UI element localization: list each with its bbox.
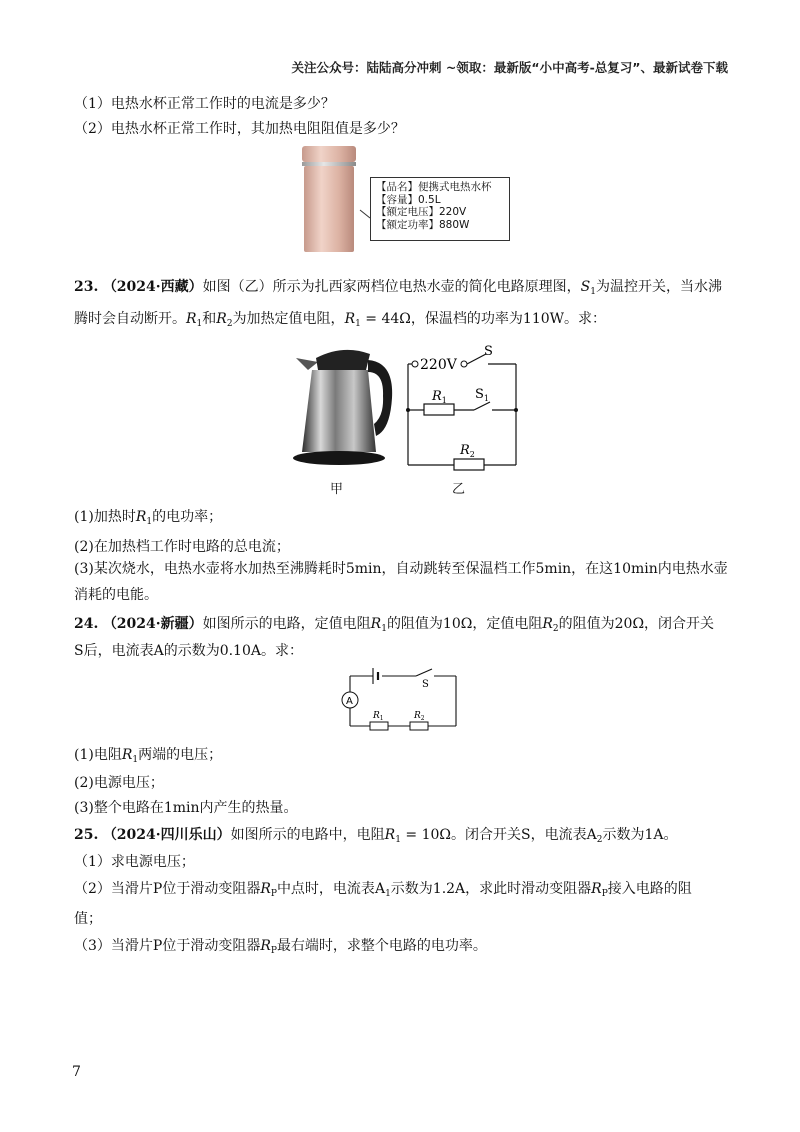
- sub-1: 1: [381, 624, 387, 634]
- q25-text: 中点时，电流表: [276, 881, 375, 897]
- q25-line1: [74, 825, 677, 850]
- q24-number: 24.: [74, 616, 99, 632]
- symbol-r2: R: [216, 311, 227, 327]
- symbol-r1: R: [344, 311, 356, 327]
- sub-2: 2: [596, 835, 603, 845]
- product-spec-box: [370, 177, 510, 241]
- page-number: 7: [72, 1064, 81, 1080]
- q23-sub1: [74, 507, 222, 532]
- symbol-rp: R: [260, 881, 271, 897]
- q24-line1: [74, 614, 714, 639]
- symbol-s1: S: [580, 279, 591, 295]
- sub-p: P: [270, 889, 277, 899]
- q23-text: 为加热定值电阻，: [232, 311, 345, 327]
- sub-2: 2: [552, 624, 559, 634]
- sub-1: 1: [385, 889, 391, 899]
- r1-value: = 44Ω: [360, 311, 411, 327]
- q23-text: 的电功率；: [152, 509, 223, 525]
- q24-text: 两端的电压；: [138, 747, 223, 763]
- q25-text: 示数为1A。: [602, 827, 678, 843]
- q23-text: ，保温档的功率为110W。求：: [410, 311, 607, 327]
- q25-text: 如图所示的电路中，电阻: [230, 827, 385, 843]
- sub-2: 2: [226, 319, 233, 329]
- sub-1: 1: [355, 319, 361, 329]
- switch-s-label: S: [484, 344, 493, 359]
- q23-sub2: (2)在加热档工作时电路的总电流；: [74, 539, 290, 555]
- q25-text: 最右端时，求整个电路的电功率。: [276, 938, 487, 954]
- spec-voltage: 【额定电压】220V: [376, 206, 467, 218]
- q24-text: 如图所示的电路，定值电阻: [202, 616, 371, 632]
- q24-text: (1)电阻: [74, 747, 122, 763]
- q24-sub3: (3)整个电路在1min内产生的热量。: [74, 800, 298, 816]
- q25-text: 示数为1.2A，求此时滑动变阻器: [390, 881, 592, 897]
- symbol-r1: R: [370, 616, 382, 632]
- q25-sub1: （1）求电源电压；: [74, 854, 195, 870]
- q25-source: （2024·四川乐山）: [102, 827, 231, 843]
- q23-line1: [74, 277, 722, 302]
- symbol-r1: R: [186, 311, 197, 327]
- switch-s1-label: $S_1$: [475, 387, 489, 403]
- q25-text: （3）当滑片P位于滑动变阻器: [74, 938, 261, 954]
- page-header: 关注公众号：陆陆高分冲刺 ~领取：最新版“小中高考-总复习”、最新试卷下载: [291, 60, 728, 75]
- q25-sub2-line2: 值；: [74, 911, 102, 927]
- switch-s-label: S: [422, 679, 429, 690]
- q24-source: （2024·新疆）: [102, 616, 203, 632]
- r2-label: $R_2$: [460, 443, 475, 459]
- r2-label: $R_2$: [414, 711, 425, 722]
- sub-1: 1: [132, 755, 139, 765]
- q24-sub2: (2)电源电压；: [74, 775, 164, 791]
- circuit-yi: [398, 342, 528, 477]
- q25-text: 接入电路的阻: [607, 881, 692, 897]
- symbol-r1: R: [121, 747, 133, 763]
- q24-text: 的阻值为10Ω，定值电阻: [386, 616, 543, 632]
- fig-label-jia: 甲: [330, 482, 344, 497]
- q25-number: 25.: [74, 827, 99, 843]
- sub-p: P: [270, 946, 277, 956]
- q23-text: (1)加热时: [74, 509, 136, 525]
- q25-text: 。闭合开关S，电流表: [451, 827, 587, 843]
- q22-sub2: （2）电热水杯正常工作时，其加热电阻阻值是多少？: [74, 121, 405, 137]
- circuit-q24: [338, 664, 463, 734]
- sub-p: P: [601, 889, 608, 899]
- q25-sub2-line1: [74, 879, 692, 904]
- q24-line2: S后，电流表A的示数为0.10A。求：: [74, 643, 303, 659]
- q23-source: （2024·西藏）: [102, 279, 203, 295]
- q23-number: 23.: [74, 279, 99, 295]
- q25-sub3: [74, 936, 487, 961]
- r1-label: $R_1$: [432, 389, 447, 405]
- spec-name: 【品名】便携式电热水杯: [376, 181, 492, 193]
- sub-1: 1: [146, 517, 153, 527]
- sub-1: 1: [196, 319, 203, 329]
- r1-label: $R_1$: [373, 711, 384, 722]
- q23-text: 如图（乙）所示为扎西家两档位电热水壶的简化电路原理图，: [202, 279, 581, 295]
- q22-sub1: （1）电热水杯正常工作时的电流是多少？: [74, 96, 335, 112]
- r1-value: = 10Ω: [400, 827, 451, 843]
- q24-text: 的阻值为20Ω，闭合开关: [558, 616, 715, 632]
- symbol-rp: R: [260, 938, 271, 954]
- symbol-a1: A: [374, 881, 386, 897]
- symbol-rp: R: [591, 881, 602, 897]
- q24-sub1: [74, 745, 222, 770]
- symbol-r1: R: [384, 827, 396, 843]
- q23-sub3-line1: (3)某次烧水，电热水壶将水加热至沸腾耗时5min，自动跳转至保温档工作5min，在这10min内电热水壶: [74, 561, 728, 577]
- sub-1: 1: [395, 835, 401, 845]
- q23-line2: [74, 309, 606, 334]
- kettle-figure: [288, 340, 398, 470]
- q23-text: 为温控开关，当水沸: [595, 279, 722, 295]
- q23-sub3-line2: 消耗的电能。: [74, 587, 158, 603]
- voltage-label: 220V: [420, 357, 457, 373]
- symbol-r2: R: [542, 616, 553, 632]
- q25-text: （2）当滑片P位于滑动变阻器: [74, 881, 261, 897]
- spec-power: 【额定功率】880W: [376, 218, 470, 231]
- q23-text: 腾时会自动断开。: [74, 311, 186, 327]
- symbol-r1: R: [135, 509, 147, 525]
- spec-capacity: 【容量】0.5L: [376, 193, 441, 206]
- q23-text: 和: [202, 311, 217, 327]
- ammeter-label: A: [346, 696, 353, 707]
- fig-label-yi: 乙: [452, 482, 466, 497]
- sub-1: 1: [590, 287, 596, 297]
- symbol-a2: A: [586, 827, 597, 843]
